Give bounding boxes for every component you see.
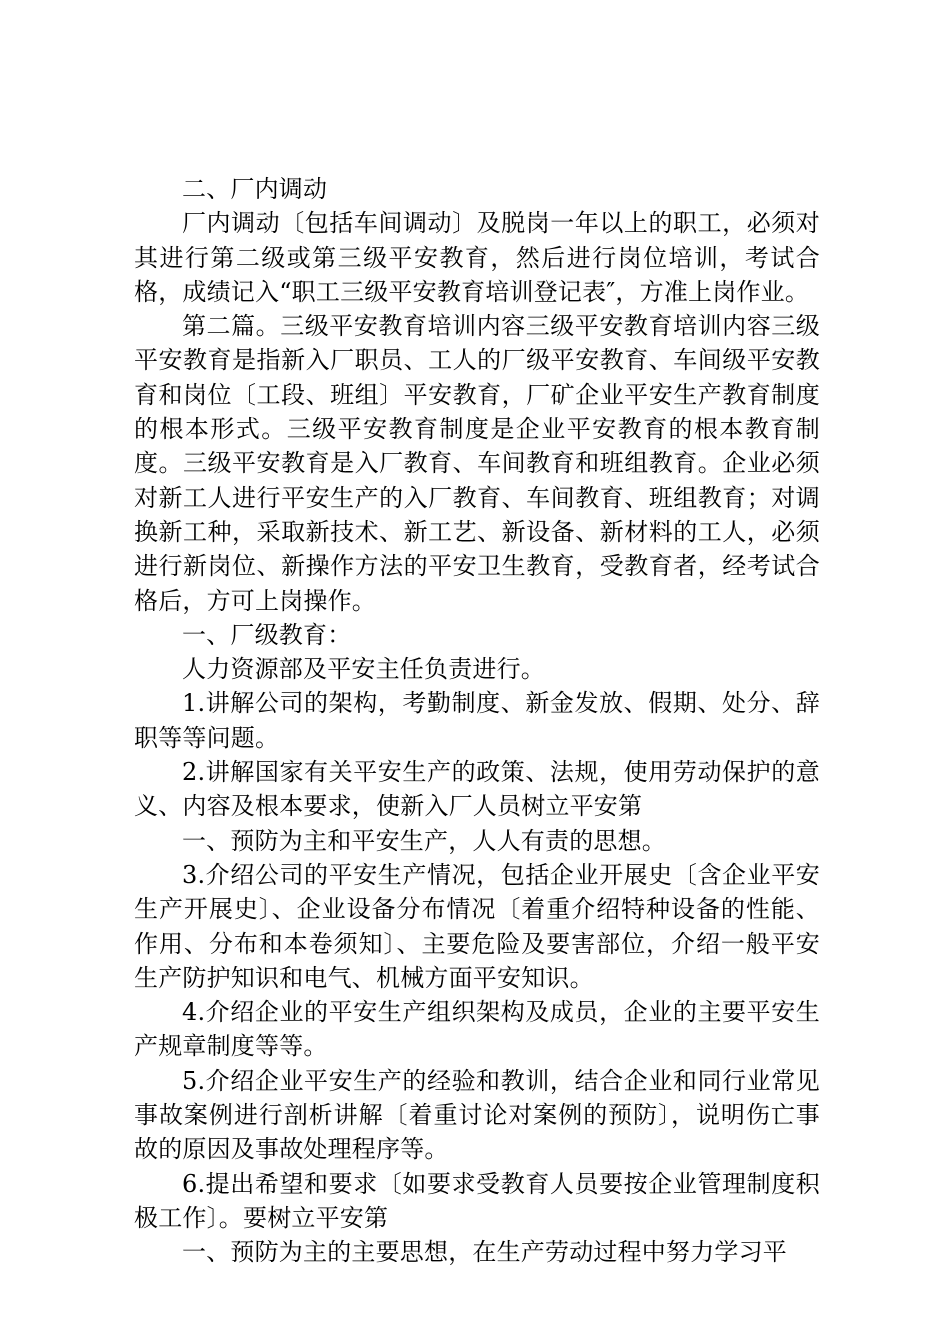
paragraph: 一、厂级教育： xyxy=(182,620,352,649)
paragraph: 第二篇。三级平安教育培训内容三级平安教育培训内容三级平安教育是指新入厂职员、工人的厂级平安教育、车间级平安教育和岗位〔工段、班组〕平安教育，厂矿企业平安生产教育制度的根本形式。三级平安教育制度是企业平安教育的根本教育制度。三级平安教育是入厂教育、车间教育和班组教育。企业必须对新工人进行平安生产的入厂教育、车间教育、班组教育；对调换新工种，采取新技术、新工艺、新设备、新材料的工人，必须进行新岗位、新操作方法的平安卫生教育，受教育者，经考试合格后，方可上岗操作。 xyxy=(134,312,820,615)
paragraph: 3.介绍公司的平安生产情况，包括企业开展史〔含企业平安生产开展史〕、企业设备分布情况〔着重介绍特种设备的性能、作用、分布和本卷须知〕、主要危险及要害部位，介绍一般平安生产防护知识和电气、机械方面平安知识。 xyxy=(134,860,820,992)
paragraph: 一、预防为主和平安生产，人人有责的思想。 xyxy=(182,826,666,855)
paragraph: 1.讲解公司的架构，考勤制度、新金发放、假期、处分、辞职等等问题。 xyxy=(134,689,820,752)
paragraph: 二、厂内调动 xyxy=(182,175,328,203)
paragraph: 一、预防为主的主要思想，在生产劳动过程中努力学习平 xyxy=(182,1238,787,1267)
paragraph: 4.介绍企业的平安生产组织架构及成员，企业的主要平安生产规章制度等等。 xyxy=(134,998,820,1061)
paragraph: 厂内调动〔包括车间调动〕及脱岗一年以上的职工，必须对其进行第二级或第三级平安教育，然后进行岗位培训，考试合格，成绩记入“职工三级平安教育培训登记表″，方准上岗作业。 xyxy=(134,209,820,306)
paragraph: 2.讲解国家有关平安生产的政策、法规，使用劳动保护的意义、内容及根本要求，使新入厂人员树立平安第 xyxy=(134,758,820,821)
paragraph: 6.提出希望和要求〔如要求受教育人员要按企业管理制度积极工作〕。要树立平安第 xyxy=(134,1169,820,1232)
document-body xyxy=(134,172,820,1270)
paragraph: 5.介绍企业平安生产的经验和教训，结合企业和同行业常见事故案例进行剖析讲解〔着重讨论对案例的预防〕，说明伤亡事故的原因及事故处理程序等。 xyxy=(134,1066,820,1164)
paragraph: 人力资源部及平安主任负责进行。 xyxy=(182,655,545,684)
